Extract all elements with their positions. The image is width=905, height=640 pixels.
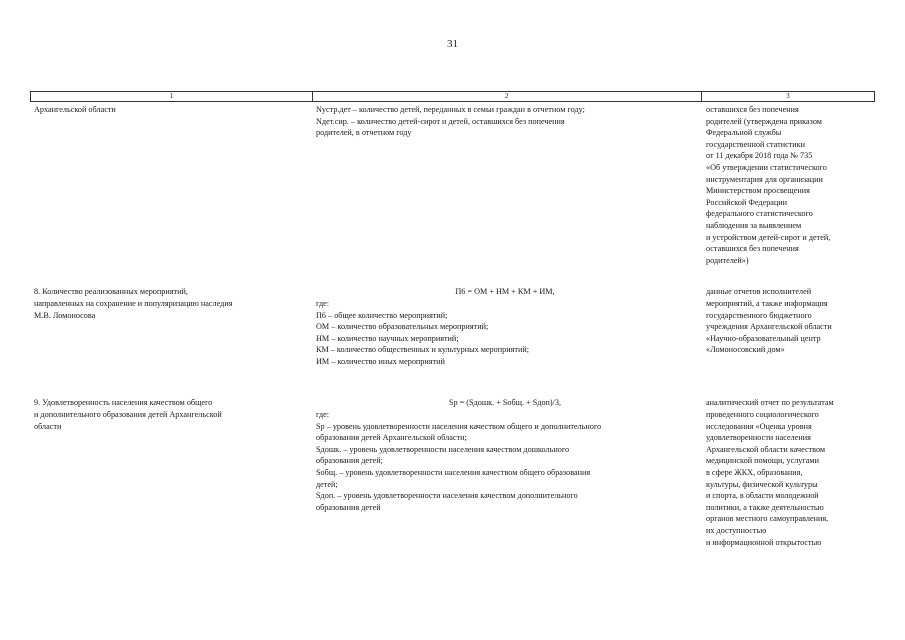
formula-explanation-line: Sдошк. – уровень удовлетворенности населения качеством дошкольного [316,444,570,454]
data-source-line: родителей») [706,255,749,265]
indicator-name-cell [30,397,312,548]
indicator-name-cell [30,286,312,367]
page-number: 31 [447,38,458,50]
data-source-line: оставшихся без попечения [706,244,799,254]
data-source-line: аналитический отчет по результатам [706,398,834,408]
formula-cell [312,286,702,367]
column-number-1: 1 [31,92,313,101]
column-number-2: 2 [313,92,702,101]
formula-explanation-line: Sдоп. – уровень удовлетворенности населения качеством дополнительного [316,491,578,501]
formula-explanation-line: детей; [316,479,338,489]
data-source-line: данные отчетов исполнителей [706,287,812,297]
data-source-line: Федеральной службы [706,128,782,138]
formula-explanation-line: Sp – уровень удовлетворенности населения качеством общего и дополнительного [316,421,602,431]
data-source-line: и устройством детей-сирот и детей, [706,232,831,242]
data-source-line: «Научно-образовательный центр [706,333,821,343]
data-source-line: Архангельской области качеством [706,444,826,454]
indicator-table [30,91,875,548]
data-source-line: «Ломоносовский дом» [706,345,785,355]
formula-explanation-line: образования детей; [316,456,383,466]
formula-explanation-line: родителей, в отчетном году [316,128,412,138]
indicator-name-line: Архангельской области [34,105,116,114]
indicator-name-line: области [34,421,62,431]
data-source-line: их доступностью [706,526,767,535]
formula-explanation-line: Sобщ. – уровень удовлетворенности населения качеством общего образования [316,468,591,478]
data-source-line: в сфере ЖКХ, образования, [706,468,803,478]
table-row [30,104,875,266]
formula-explanation-line: Nустр.дет – количество детей, переданных в семьи граждан в отчетном году; [316,105,585,114]
formula-explanation-line: где: [316,410,330,420]
formula-cell [312,397,702,548]
formula-expression: П6 = ОМ + НМ + КМ + ИМ, [455,287,555,297]
formula-explanation-line: ОМ – количество образовательных мероприятий; [316,322,489,332]
formula-explanation-line: НМ – количество научных мероприятий; [316,333,459,343]
formula-expression: Sp = (Sдошк. + Sобщ. + Sдоп)/3, [448,398,562,408]
data-source-line: проведенного социологического [706,410,819,420]
data-source-line: и информационной открытостью [706,537,822,547]
data-source-line: от 11 декабря 2018 года № 735 [706,151,813,161]
table-row [30,286,875,367]
indicator-name-line: и дополнительного образования детей Архангельской [34,410,222,420]
formula-explanation-line: образования детей Архангельской области; [316,433,467,443]
indicator-name-line: 9. Удовлетворенность населения качеством общего [34,398,213,408]
data-source-line: медицинской помощи, услугами [706,456,819,466]
formula-explanation-line: образования детей [316,502,381,512]
data-source-line: органов местного самоуправления, [706,514,829,524]
formula-explanation-line: где: [316,298,330,308]
data-source-line: политики, а также деятельностью [706,502,824,512]
data-source-line: федерального статистического [706,209,813,219]
data-source-line: и спорта, в области молодежной [706,491,819,501]
data-source-line: удовлетворенности населения [706,433,811,443]
column-number-header [30,92,875,102]
indicator-name-cell [30,104,312,266]
data-source-line: мероприятий, а также информация [706,298,828,308]
data-source-line: инструментария для организации [706,174,823,184]
data-source-line: учреждения Архангельской области [706,322,832,332]
formula-explanation-line: Nдет.сир. – количество детей-сирот и детей, оставшихся без попечения [316,116,565,126]
source-cell [702,286,875,367]
data-source-line: культуры, физической культуры [706,479,818,489]
formula-explanation-line: ИМ – количество иных мероприятий [316,356,445,366]
table-row [30,397,875,548]
formula-explanation-line: КМ – количество общественных и культурных мероприятий; [316,345,529,355]
data-source-line: государственного бюджетного [706,310,812,320]
data-source-line: оставшихся без попечения [706,105,799,114]
data-source-line: исследования «Оценка уровня [706,421,812,431]
data-source-line: родителей (утверждена приказом [706,116,822,126]
column-number-3: 3 [702,92,875,101]
data-source-line: наблюдения за выявлением [706,220,802,230]
source-cell [702,397,875,548]
data-source-line: Российской Федерации [706,197,788,207]
data-source-line: государственной статистики [706,139,806,149]
indicator-name-line: направленных на сохранение и популяризацию наследия [34,298,233,308]
formula-explanation-line: П6 – общее количество мероприятий; [316,310,448,320]
data-source-line: «Об утверждении статистического [706,162,827,172]
data-source-line: Министерством просвещения [706,186,810,196]
indicator-name-line: 8. Количество реализованных мероприятий, [34,287,188,297]
source-cell [702,104,875,266]
indicator-name-line: М.В. Ломоносова [34,310,96,320]
formula-cell [312,104,702,266]
